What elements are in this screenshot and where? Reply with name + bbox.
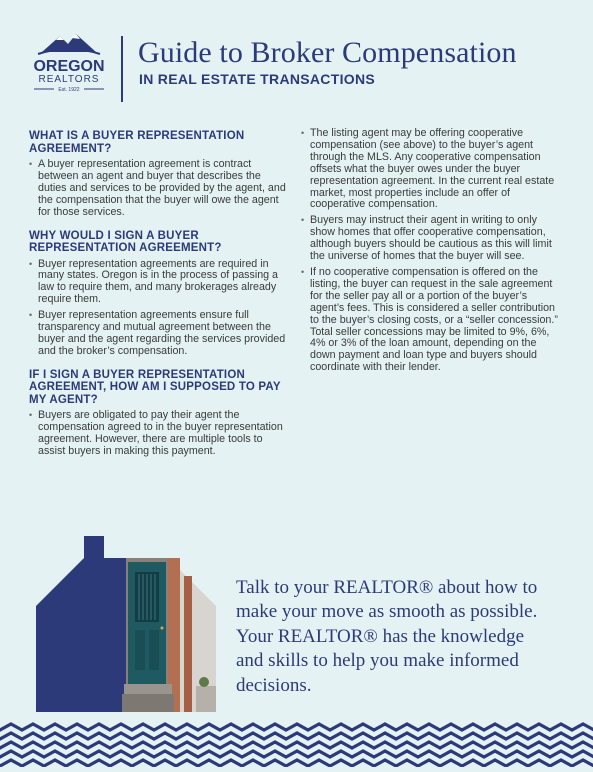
chevron-row [0, 724, 593, 730]
section-heading-why-sign: WHY WOULD I SIGN A BUYER REPRESENTATION AGREEMENT? [29, 229, 222, 255]
list-item: • The listing agent may be offering cooperative compensation (see above) to the buyer’s agent through the MLS. Any cooperative compensation offsets what the buyer owes under the buyer representation agreement. In the current real estate market, most properties include an offer of cooperative compensation. [301, 128, 563, 211]
list-item: • Buyers are obligated to pay their agent the compensation agreed to in the buyer representation agreement. However, there are multiple tools to assist buyers in making this payment. [29, 410, 291, 458]
logo-realtors: REALTORS [38, 74, 100, 85]
list-item: • Buyer representation agreements ensure full transparency and mutual agreement between the buyer and the agent regarding the services provided and the broker’s compensation. [29, 310, 291, 358]
chevron-row [0, 751, 593, 757]
section-heading-what-is: WHAT IS A BUYER REPRESENTATION AGREEMENT? [29, 130, 245, 155]
section-list-why-sign [29, 259, 291, 358]
oregon-realtors-logo [22, 28, 116, 96]
list-item: • A buyer representation agreement is contract between an agent and buyer that describes the duties and services to be provided by the agent, and the compensation that the buyer will owe the agent for those services. [29, 159, 291, 219]
payment-tools-list [301, 128, 563, 374]
section-heading-how-pay: IF I SIGN A BUYER REPRESENTATION AGREEMENT, HOW AM I SUPPOSED TO PAY MY AGENT? [29, 368, 281, 406]
section-list-what-is [29, 159, 291, 219]
logo-oregon: OREGON [33, 58, 105, 75]
page-subtitle: IN REAL ESTATE TRANSACTIONS [139, 71, 375, 87]
call-to-action-text: Talk to your REALTOR® about how to make your move as smooth as possible. Your REALTOR® has the knowledge and skills to help you make informed decisions. [236, 577, 538, 696]
chevron-row [0, 733, 593, 739]
logo-est: Est. 1922 [58, 87, 80, 93]
chevron-row [0, 760, 593, 766]
left-column [29, 130, 291, 469]
section-list-how-pay [29, 410, 291, 458]
list-item: • Buyers may instruct their agent in writing to only show homes that offer cooperative compensation, although buyers should be cautious as this will limit the universe of homes that the buyer will see. [301, 215, 563, 263]
chevron-row [0, 742, 593, 748]
page-title: Guide to Broker Compensation [138, 36, 517, 69]
list-item: • If no cooperative compensation is offered on the listing, the buyer can request in the sale agreement for the seller pay all or a portion of the buyer’s agent’s fees. This is considered a seller contribution to the buyer’s closing costs, or a “seller concession.” Total seller concessions may be limited to 9%, 6%, 4% or 3% of the loan amount, depending on the down payment and loan type and buyers should coordinate with their lender. [301, 267, 563, 374]
list-item: • Buyer representation agreements are required in many states. Oregon is in the process of passing a law to require them, and many brokerages already require them. [29, 259, 291, 307]
chevron-border-pattern [0, 718, 593, 767]
right-column [301, 128, 563, 385]
mountain-logo-icon [22, 28, 116, 96]
house-door-illustration [36, 536, 216, 712]
header-divider [121, 36, 123, 102]
